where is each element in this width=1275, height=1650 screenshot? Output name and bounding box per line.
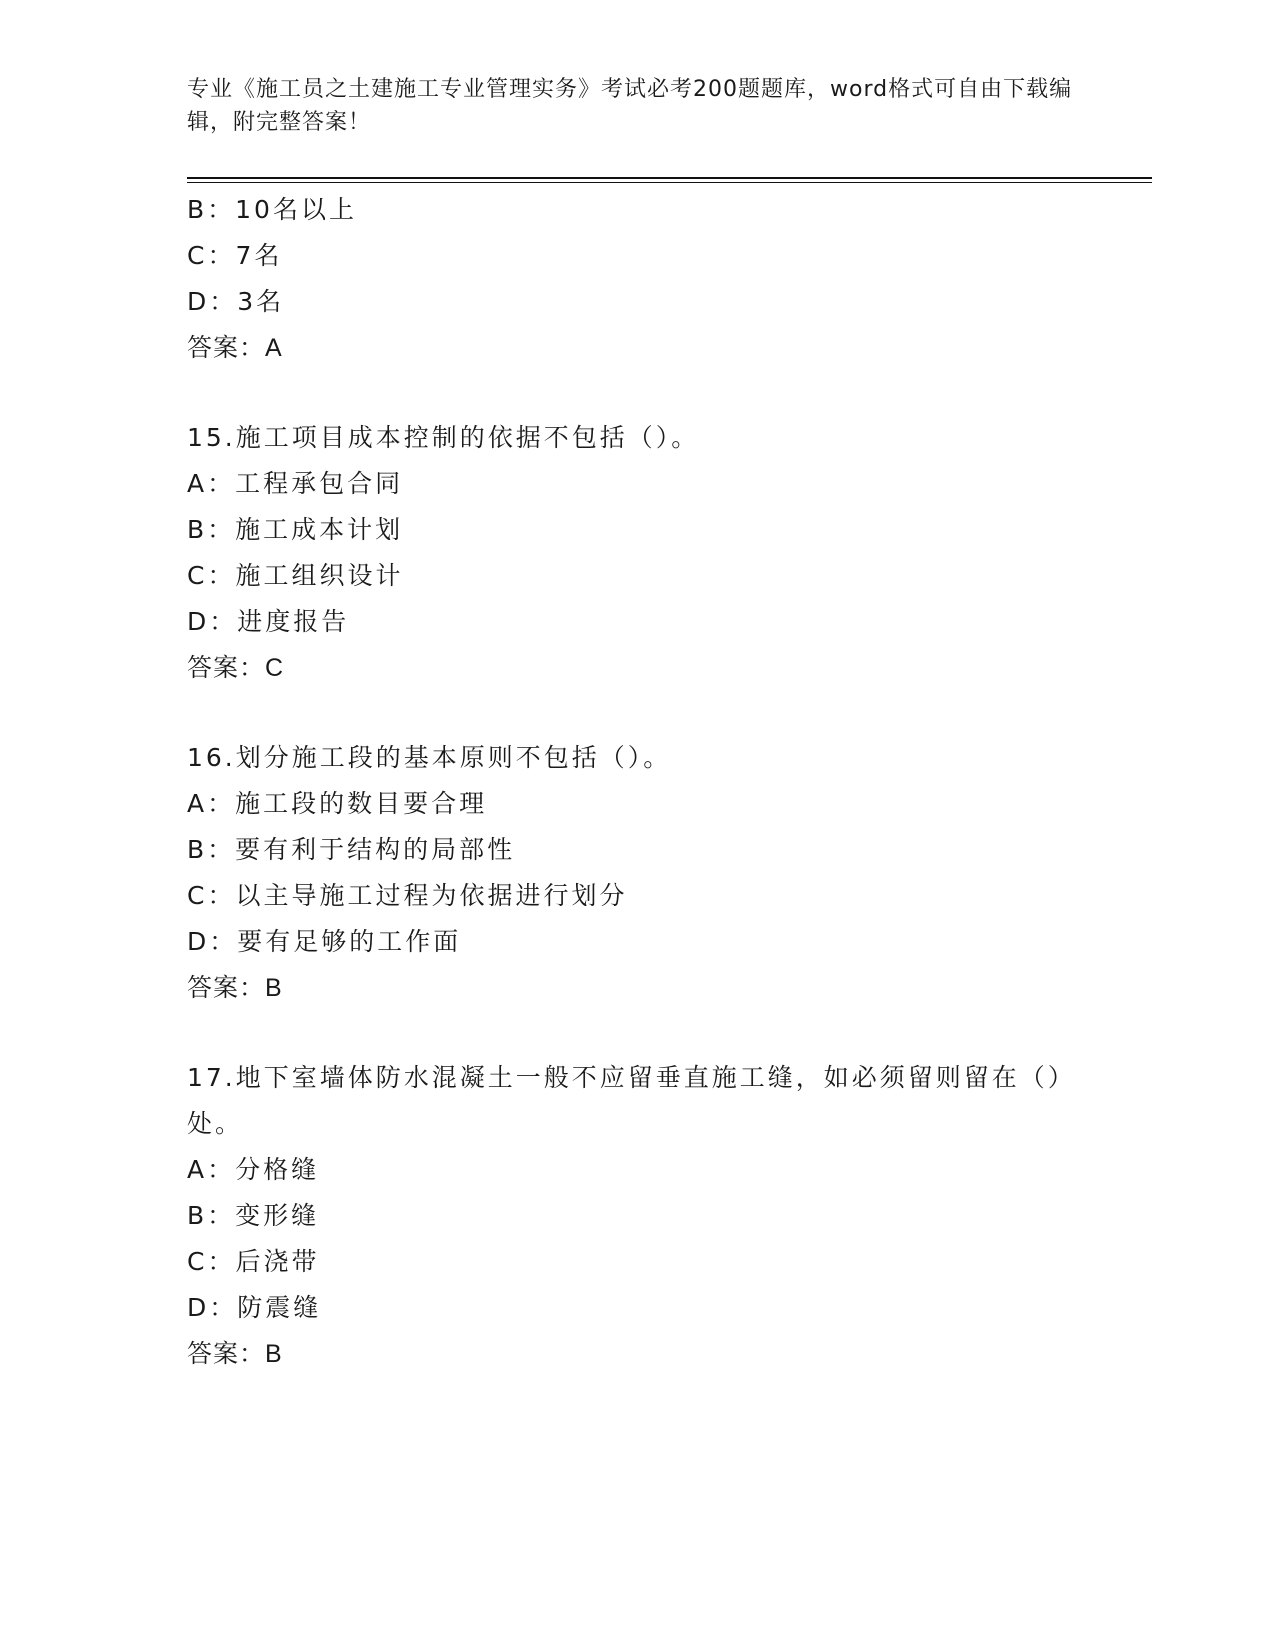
option-b: B：10名以上 [187, 195, 357, 224]
option-d: D：防震缝 [187, 1293, 322, 1322]
option-b: B：要有利于结构的局部性 [187, 835, 516, 864]
question-16 [187, 735, 1087, 1011]
answer-line: 答案：A [187, 334, 283, 362]
option-a: A：工程承包合同 [187, 469, 404, 498]
answer-line: 答案：C [187, 654, 285, 682]
option-c: C：后浇带 [187, 1247, 320, 1276]
answer-line: 答案：B [187, 1340, 283, 1368]
option-a: A：分格缝 [187, 1155, 320, 1184]
page-header: 专业《施工员之土建施工专业管理实务》考试必考200题题库，word格式可自由下载编辑，附完整答案！ [187, 77, 1073, 135]
option-c: C：施工组织设计 [187, 561, 404, 590]
option-b: B：施工成本计划 [187, 515, 404, 544]
question-stem: 17.地下室墙体防水混凝土一般不应留垂直施工缝，如必须留则留在（）处。 [187, 1063, 1076, 1138]
option-d: D：3名 [187, 287, 285, 316]
option-c: C：以主导施工过程为依据进行划分 [187, 881, 628, 910]
question-14-continued [187, 187, 1087, 371]
option-d: D：要有足够的工作面 [187, 927, 462, 956]
option-d: D：进度报告 [187, 607, 350, 636]
option-a: A：施工段的数目要合理 [187, 789, 488, 818]
question-list [187, 187, 1087, 1377]
option-b: B：变形缝 [187, 1201, 320, 1230]
answer-line: 答案：B [187, 974, 283, 1002]
option-c: C：7名 [187, 241, 283, 270]
question-stem: 16.划分施工段的基本原则不包括（）。 [187, 743, 672, 772]
header-rule-thick [187, 177, 1152, 179]
question-17 [187, 1055, 1087, 1377]
header-rule-thin [187, 182, 1152, 183]
question-stem: 15.施工项目成本控制的依据不包括（）。 [187, 423, 700, 452]
question-15 [187, 415, 1087, 691]
